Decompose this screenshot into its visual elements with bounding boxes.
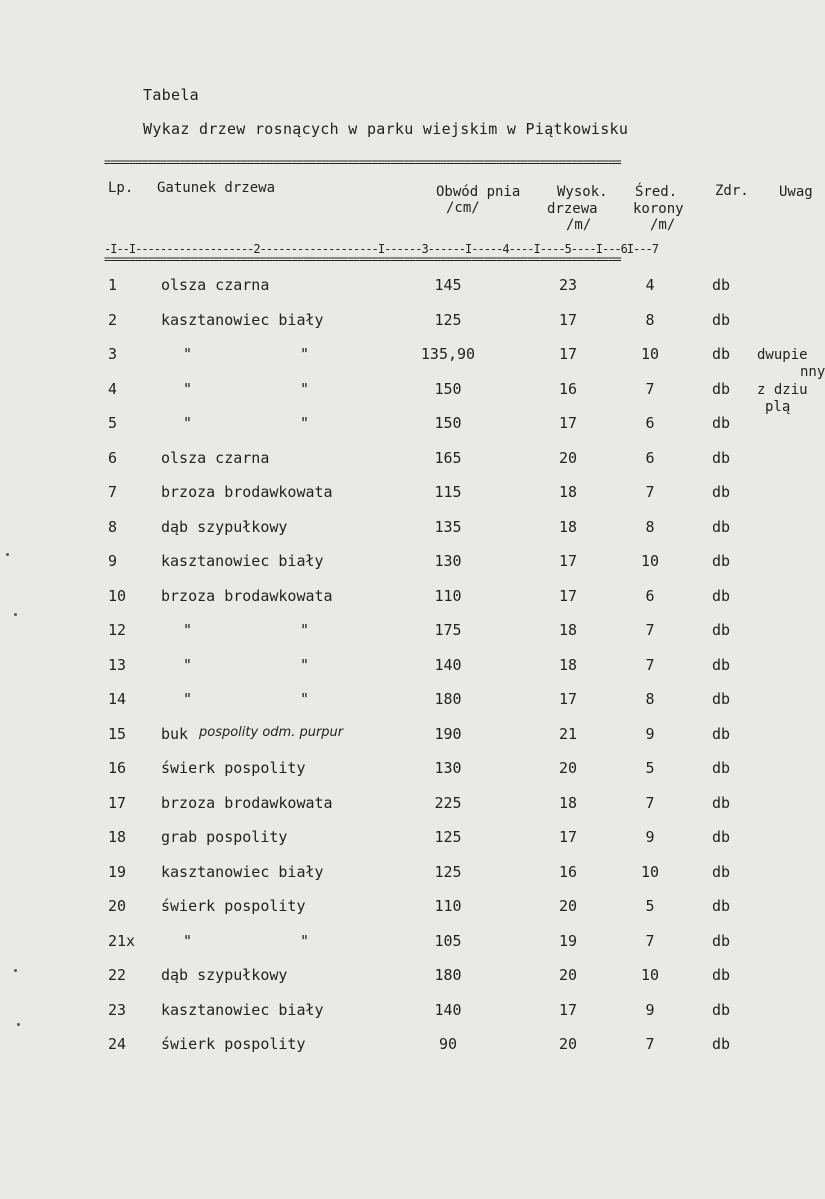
cell-species: kasztanowiec biały — [161, 552, 324, 570]
cell-species: brzoza brodawkowata — [161, 794, 333, 812]
cell-crown: 6 — [645, 449, 655, 467]
cell-species: olsza czarna — [161, 449, 270, 467]
cell-state: db — [712, 483, 731, 501]
ditto-mark-1: " — [183, 621, 193, 639]
cell-state: db — [712, 932, 731, 950]
cell-species: dąb szypułkowy — [161, 518, 288, 536]
side-note-line2: nny — [800, 364, 825, 380]
cell-circumference: 90 — [438, 1035, 458, 1053]
col-header-species: Gatunek drzewa — [157, 180, 276, 196]
cell-height: 18 — [558, 656, 578, 674]
cell-species-handwritten: pospolity odm. purpur — [199, 725, 344, 740]
cell-crown: 4 — [645, 276, 655, 294]
cell-circumference: 180 — [434, 966, 462, 984]
ditto-mark-1: " — [183, 380, 193, 398]
ditto-mark-2: " — [300, 621, 310, 639]
cell-height: 23 — [558, 276, 578, 294]
cell-crown: 5 — [645, 759, 655, 777]
cell-circumference: 130 — [434, 552, 462, 570]
cell-lp: 24 — [108, 1035, 127, 1053]
cell-circumference: 110 — [434, 587, 462, 605]
cell-state: db — [712, 725, 731, 743]
cell-height: 20 — [558, 759, 578, 777]
cell-state: db — [712, 690, 731, 708]
cell-lp: 13 — [108, 656, 127, 674]
cell-height: 17 — [558, 414, 578, 432]
cell-lp: 3 — [108, 345, 118, 363]
cell-height: 18 — [558, 621, 578, 639]
cell-state: db — [712, 794, 731, 812]
double-rule-header: =================================================================================== — [104, 252, 621, 266]
cell-state: db — [712, 1001, 731, 1019]
ditto-mark-1: " — [183, 932, 193, 950]
cell-state: db — [712, 1035, 731, 1053]
cell-state: db — [712, 621, 731, 639]
cell-lp: 9 — [108, 552, 118, 570]
cell-height: 17 — [558, 828, 578, 846]
cell-species: buk — [161, 725, 189, 743]
cell-height: 17 — [558, 690, 578, 708]
cell-crown: 9 — [645, 1001, 655, 1019]
cell-circumference: 190 — [434, 725, 462, 743]
ditto-mark-2: " — [300, 414, 310, 432]
col-header-notes: Uwag — [779, 184, 813, 200]
cell-crown: 8 — [645, 690, 655, 708]
cell-lp: 18 — [108, 828, 127, 846]
cell-lp: 21x — [108, 932, 136, 950]
scan-speck — [17, 1023, 20, 1026]
cell-state: db — [712, 311, 731, 329]
cell-height: 17 — [558, 552, 578, 570]
ditto-mark-1: " — [183, 414, 193, 432]
cell-crown: 8 — [645, 518, 655, 536]
cell-circumference: 115 — [434, 483, 462, 501]
cell-state: db — [712, 656, 731, 674]
ditto-mark-2: " — [300, 690, 310, 708]
cell-circumference: 150 — [434, 414, 462, 432]
cell-circumference: 180 — [434, 690, 462, 708]
cell-lp: 23 — [108, 1001, 127, 1019]
cell-circumference: 125 — [434, 311, 462, 329]
cell-state: db — [712, 863, 731, 881]
cell-species: dąb szypułkowy — [161, 966, 288, 984]
ditto-mark-2: " — [300, 380, 310, 398]
cell-crown: 7 — [645, 621, 655, 639]
cell-crown: 9 — [645, 828, 655, 846]
col-header-height2: drzewa — [547, 201, 598, 217]
cell-state: db — [712, 897, 731, 915]
cell-height: 17 — [558, 1001, 578, 1019]
cell-species: kasztanowiec biały — [161, 863, 324, 881]
cell-state: db — [712, 380, 731, 398]
cell-circumference: 165 — [434, 449, 462, 467]
col-header-state: Zdr. — [715, 183, 749, 199]
cell-height: 20 — [558, 449, 578, 467]
cell-state: db — [712, 759, 731, 777]
scan-speck — [14, 613, 17, 616]
cell-lp: 7 — [108, 483, 118, 501]
cell-lp: 10 — [108, 587, 127, 605]
document-title: Wykaz drzew rosnących w parku wiejskim w Piątkowisku — [143, 120, 629, 138]
col-header-circ: Obwód pnia — [436, 184, 521, 200]
cell-height: 18 — [558, 483, 578, 501]
cell-circumference: 150 — [434, 380, 462, 398]
cell-crown: 6 — [645, 414, 655, 432]
cell-crown: 5 — [645, 897, 655, 915]
cell-circumference: 110 — [434, 897, 462, 915]
cell-crown: 6 — [645, 587, 655, 605]
cell-crown: 7 — [645, 380, 655, 398]
ditto-mark-2: " — [300, 656, 310, 674]
col-header-circ-unit: /cm/ — [446, 200, 480, 216]
cell-height: 16 — [558, 380, 578, 398]
col-header-crown: Śred. — [635, 184, 678, 200]
cell-species: brzoza brodawkowata — [161, 483, 333, 501]
cell-height: 18 — [558, 518, 578, 536]
scan-speck — [14, 969, 17, 972]
cell-lp: 4 — [108, 380, 118, 398]
cell-height: 20 — [558, 897, 578, 915]
cell-state: db — [712, 414, 731, 432]
ditto-mark-1: " — [183, 345, 193, 363]
cell-height: 17 — [558, 345, 578, 363]
col-header-lp: Lp. — [108, 180, 134, 196]
cell-lp: 5 — [108, 414, 118, 432]
cell-species: świerk pospolity — [161, 759, 306, 777]
cell-lp: 1 — [108, 276, 118, 294]
cell-circumference: 135,90 — [420, 345, 476, 363]
cell-crown: 7 — [645, 932, 655, 950]
cell-crown: 8 — [645, 311, 655, 329]
cell-height: 20 — [558, 966, 578, 984]
cell-height: 21 — [558, 725, 578, 743]
cell-height: 17 — [558, 311, 578, 329]
cell-species: olsza czarna — [161, 276, 270, 294]
side-note-line4: plą — [765, 399, 791, 415]
cell-state: db — [712, 276, 731, 294]
cell-state: db — [712, 345, 731, 363]
cell-species: brzoza brodawkowata — [161, 587, 333, 605]
cell-height: 18 — [558, 794, 578, 812]
scan-speck — [6, 553, 9, 556]
cell-circumference: 145 — [434, 276, 462, 294]
cell-circumference: 125 — [434, 863, 462, 881]
cell-state: db — [712, 449, 731, 467]
heading: Tabela — [143, 86, 199, 104]
cell-species: świerk pospolity — [161, 1035, 306, 1053]
cell-lp: 16 — [108, 759, 127, 777]
ditto-mark-2: " — [300, 345, 310, 363]
cell-species: świerk pospolity — [161, 897, 306, 915]
single-rule: -I--I-------------------2-------------------I------3------I-----4----I----5----I---6I---7 — [104, 242, 658, 256]
cell-crown: 7 — [645, 483, 655, 501]
cell-species: grab pospolity — [161, 828, 288, 846]
double-rule-top: =================================================================================== — [104, 155, 621, 169]
cell-crown: 9 — [645, 725, 655, 743]
cell-circumference: 135 — [434, 518, 462, 536]
col-header-height-unit: /m/ — [566, 217, 592, 233]
cell-lp: 22 — [108, 966, 127, 984]
cell-lp: 20 — [108, 897, 127, 915]
cell-crown: 7 — [645, 794, 655, 812]
ditto-mark-1: " — [183, 690, 193, 708]
col-header-crown2: korony — [633, 201, 684, 217]
cell-height: 17 — [558, 587, 578, 605]
cell-crown: 7 — [645, 1035, 655, 1053]
cell-circumference: 105 — [434, 932, 462, 950]
ditto-mark-1: " — [183, 656, 193, 674]
cell-height: 16 — [558, 863, 578, 881]
cell-state: db — [712, 828, 731, 846]
side-note-line1: dwupie — [757, 347, 808, 363]
col-header-height: Wysok. — [557, 184, 608, 200]
side-note-line3: z dziu — [757, 382, 808, 398]
cell-species: kasztanowiec biały — [161, 311, 324, 329]
cell-circumference: 125 — [434, 828, 462, 846]
cell-circumference: 130 — [434, 759, 462, 777]
cell-lp: 14 — [108, 690, 127, 708]
cell-lp: 19 — [108, 863, 127, 881]
cell-state: db — [712, 552, 731, 570]
cell-lp: 6 — [108, 449, 118, 467]
cell-circumference: 225 — [434, 794, 462, 812]
cell-state: db — [712, 587, 731, 605]
cell-crown: 10 — [640, 552, 660, 570]
cell-lp: 8 — [108, 518, 118, 536]
cell-lp: 17 — [108, 794, 127, 812]
cell-circumference: 140 — [434, 1001, 462, 1019]
cell-crown: 7 — [645, 656, 655, 674]
cell-state: db — [712, 518, 731, 536]
cell-state: db — [712, 966, 731, 984]
cell-height: 20 — [558, 1035, 578, 1053]
cell-species: kasztanowiec biały — [161, 1001, 324, 1019]
col-header-crown-unit: /m/ — [650, 217, 676, 233]
cell-crown: 10 — [640, 345, 660, 363]
cell-lp: 2 — [108, 311, 118, 329]
ditto-mark-2: " — [300, 932, 310, 950]
cell-circumference: 175 — [434, 621, 462, 639]
cell-crown: 10 — [640, 863, 660, 881]
cell-height: 19 — [558, 932, 578, 950]
cell-lp: 15 — [108, 725, 127, 743]
cell-circumference: 140 — [434, 656, 462, 674]
cell-lp: 12 — [108, 621, 127, 639]
cell-crown: 10 — [640, 966, 660, 984]
